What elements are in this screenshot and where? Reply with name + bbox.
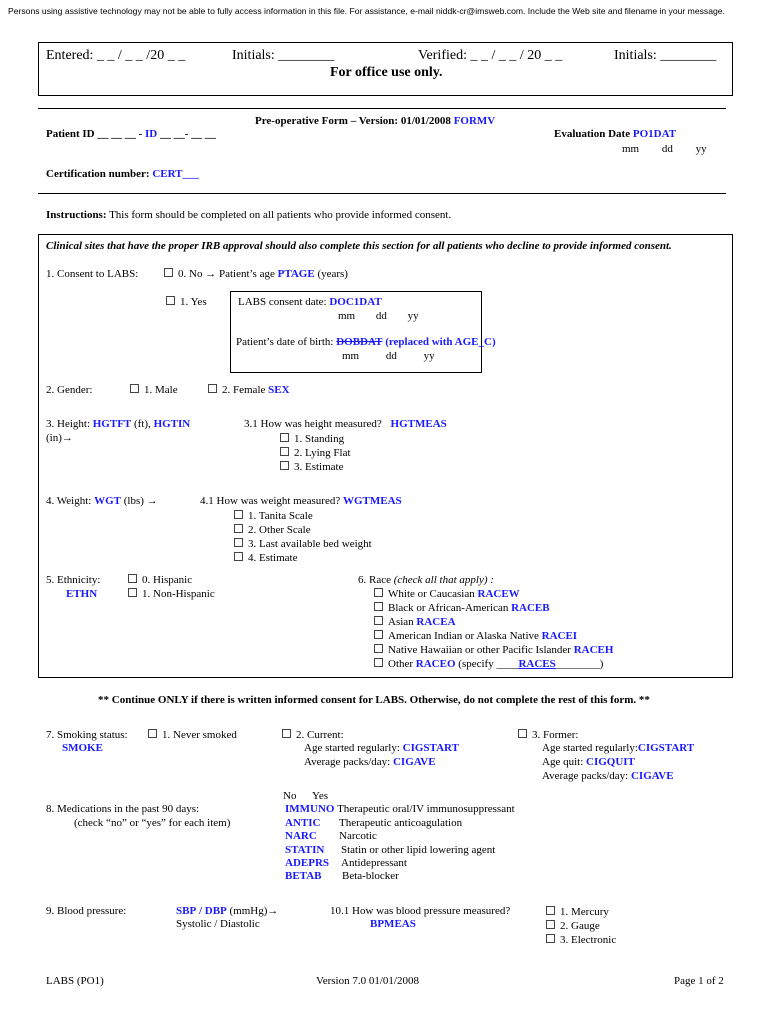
form-version: Pre-operative Form – Version: 01/01/2008 FORMV: [255, 115, 496, 127]
consent-date-hint: mm dd yy: [338, 310, 419, 322]
q4-option-4[interactable]: 4. Estimate: [234, 552, 298, 564]
q8-col-no: No: [283, 790, 297, 802]
irb-note: Clinical sites that have the proper IRB approval should also complete this section for all patients who decline to provide informed consent.: [46, 240, 672, 252]
q6-option-other[interactable]: Other RACEO (specify ____RACES________): [374, 658, 603, 670]
q1-yes-checkbox[interactable]: [166, 296, 175, 305]
q9-bp-field[interactable]: SBP / DBP (mmHg)→: [176, 905, 279, 917]
dob-field[interactable]: Patient’s date of birth: DOBDAT (replaced with AGE_C): [236, 336, 496, 348]
q2-female-option[interactable]: 2. Female SEX: [208, 384, 290, 396]
q10-code: BPMEAS: [370, 918, 416, 930]
q6-label: 6. Race (check all that apply) :: [358, 574, 494, 586]
q7-former-age-quit[interactable]: Age quit: CIGQUIT: [542, 756, 635, 768]
q8-item-adeprs[interactable]: ADEPRS Antidepressant: [285, 857, 407, 869]
arrow-icon: →: [205, 268, 217, 280]
q9-sub: Systolic / Diastolic: [176, 918, 260, 930]
q8-item-statin[interactable]: STATIN Statin or other lipid lowering agent: [285, 844, 496, 856]
q7-current-option[interactable]: 2. Current:: [282, 729, 344, 741]
ptage-code: PTAGE: [277, 268, 315, 280]
divider-top: [38, 108, 726, 109]
office-use-label: For office use only.: [330, 65, 443, 80]
initials-field-2[interactable]: Initials: ________: [614, 48, 717, 63]
q7-current-packs[interactable]: Average packs/day: CIGAVE: [304, 756, 436, 768]
dob-hint: mm dd yy: [342, 350, 435, 362]
accessibility-notice: Persons using assistive technology may not be able to fully access information in this file. For assistance, e-mail niddk-cr@imsweb.com. Include the Web site and filename in your message.: [8, 6, 725, 16]
patient-id-field[interactable]: Patient ID __ __ __ - ID __ __- __ __: [46, 128, 216, 140]
q5-label: 5. Ethnicity:: [46, 574, 101, 586]
q7-former-option[interactable]: 3. Former:: [518, 729, 578, 741]
certification-field[interactable]: Certification number: CERT___: [46, 168, 199, 180]
divider-mid: [38, 193, 726, 194]
form-code: FORMV: [453, 115, 496, 127]
q1-label: 1. Consent to LABS:: [46, 268, 139, 280]
q3-in-unit: (in)→: [46, 432, 73, 444]
q4-weight-field[interactable]: 4. Weight: WGT (lbs) →: [46, 495, 158, 507]
q1-yes-option[interactable]: 1. Yes: [166, 296, 207, 308]
continue-note: ** Continue ONLY if there is written informed consent for LABS. Otherwise, do not complete the rest of this form. **: [98, 694, 650, 706]
initials-field-1[interactable]: Initials: ________: [232, 48, 335, 63]
footer-right: Page 1 of 2: [674, 975, 724, 987]
q6-option-asian[interactable]: Asian RACEA: [374, 616, 456, 628]
q3-height-field[interactable]: 3. Height: HGTFT (ft), HGTIN: [46, 418, 191, 430]
q9-label: 9. Blood pressure:: [46, 905, 127, 917]
q10-label: 10.1 How was blood pressure measured?: [330, 905, 511, 917]
q4-option-2[interactable]: 2. Other Scale: [234, 524, 311, 536]
q6-option-american-indian[interactable]: American Indian or Alaska Native RACEI: [374, 630, 577, 642]
q3-option-2[interactable]: 2. Lying Flat: [280, 447, 351, 459]
entered-field[interactable]: Entered: _ _ / _ _ /20 _ _: [46, 48, 186, 63]
q5-option-hispanic[interactable]: 0. Hispanic: [128, 574, 192, 586]
q4-option-1[interactable]: 1. Tanita Scale: [234, 510, 313, 522]
q2-label: 2. Gender:: [46, 384, 93, 396]
footer-left: LABS (PO1): [46, 975, 104, 987]
q7-former-packs[interactable]: Average packs/day: CIGAVE: [542, 770, 674, 782]
consent-date-field[interactable]: LABS consent date: DOC1DAT: [238, 296, 382, 308]
q7-never-option[interactable]: 1. Never smoked: [148, 729, 237, 741]
evaluation-date-field[interactable]: Evaluation Date PO1DAT: [554, 128, 677, 140]
q1-no-option[interactable]: 0. No → Patient’s age PTAGE (years): [164, 268, 348, 280]
q8-item-narc[interactable]: NARC Narcotic: [285, 830, 377, 842]
q2-female-checkbox[interactable]: [208, 384, 217, 393]
q8-col-yes: Yes: [312, 790, 329, 802]
q6-option-white[interactable]: White or Caucasian RACEW: [374, 588, 520, 600]
q3-option-3[interactable]: 3. Estimate: [280, 461, 344, 473]
q3-option-1[interactable]: 1. Standing: [280, 433, 344, 445]
q6-option-black[interactable]: Black or African-American RACEB: [374, 602, 550, 614]
q2-male-option[interactable]: 1. Male: [130, 384, 178, 396]
q3-1-label: 3.1 How was height measured? HGTMEAS: [244, 418, 447, 430]
q10-option-3[interactable]: 3. Electronic: [546, 934, 616, 946]
q7-current-age-started[interactable]: Age started regularly: CIGSTART: [304, 742, 459, 754]
q4-option-3[interactable]: 3. Last available bed weight: [234, 538, 372, 550]
footer-center: Version 7.0 01/01/2008: [316, 975, 419, 987]
q5-option-non-hispanic[interactable]: 1. Non-Hispanic: [128, 588, 215, 600]
q6-option-hawaiian[interactable]: Native Hawaiian or other Pacific Islander RACEH: [374, 644, 613, 656]
instructions: Instructions: This form should be completed on all patients who provide informed consent.: [46, 209, 452, 221]
q10-option-1[interactable]: 1. Mercury: [546, 906, 609, 918]
q1-no-checkbox[interactable]: [164, 268, 173, 277]
q4-1-label: 4.1 How was weight measured? WGTMEAS: [200, 495, 402, 507]
q8-item-antic[interactable]: ANTIC Therapeutic anticoagulation: [285, 817, 463, 829]
q10-option-2[interactable]: 2. Gauge: [546, 920, 600, 932]
q7-label: 7. Smoking status:: [46, 729, 128, 741]
q7-former-age-started[interactable]: Age started regularly:CIGSTART: [542, 742, 695, 754]
q5-code: ETHN: [66, 588, 98, 600]
verified-field[interactable]: Verified: _ _ / _ _ / 20 _ _: [418, 48, 563, 63]
evaluation-date-hint: mm dd yy: [622, 143, 707, 155]
q8-item-betab[interactable]: BETAB Beta-blocker: [285, 870, 399, 882]
q7-code: SMOKE: [62, 742, 103, 754]
q8-hint: (check “no” or “yes” for each item): [74, 817, 231, 829]
q8-label: 8. Medications in the past 90 days:: [46, 803, 200, 815]
q2-male-checkbox[interactable]: [130, 384, 139, 393]
q8-item-immuno[interactable]: IMMUNO Therapeutic oral/IV immunosuppressant: [285, 803, 515, 815]
